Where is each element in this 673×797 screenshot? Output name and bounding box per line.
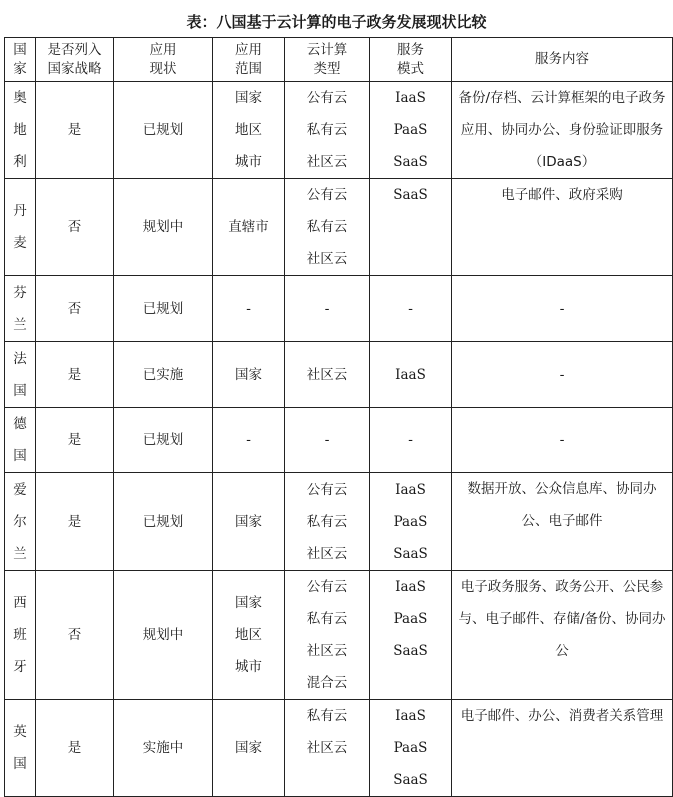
service-content-cell <box>452 408 673 473</box>
service-content-text: 数据开放、公众信息库、协同办公、电子邮件 <box>467 481 657 529</box>
strategy-cell: 是 <box>36 82 114 179</box>
service-content-text: 电子邮件、政府采购 <box>501 187 623 203</box>
status-cell: 实施中 <box>114 700 213 797</box>
status-cell: 已实施 <box>114 342 213 408</box>
status-cell: 规划中 <box>114 179 213 276</box>
service-content-cell <box>452 179 673 276</box>
strategy-cell: 是 <box>36 342 114 408</box>
strategy-cell: 否 <box>36 276 114 342</box>
header-service-model: 服务 模式 <box>370 38 452 82</box>
service-model-cell: IaaS PaaS SaaS <box>370 473 452 571</box>
service-content-text: - <box>559 432 565 448</box>
cloud-type-cell: - <box>285 276 370 342</box>
scope-cell: 国家 地区 城市 <box>213 82 285 179</box>
cloud-type-cell: 社区云 <box>285 342 370 408</box>
country-cell: 西 班 牙 <box>5 571 36 700</box>
cloud-type-cell: - <box>285 408 370 473</box>
cloud-type-cell: 私有云 社区云 <box>285 700 370 797</box>
status-cell: 规划中 <box>114 571 213 700</box>
country-cell: 芬 兰 <box>5 276 36 342</box>
table-row <box>5 82 673 179</box>
country-cell: 法 国 <box>5 342 36 408</box>
scope-cell: 国家 <box>213 473 285 571</box>
strategy-cell: 否 <box>36 179 114 276</box>
header-strategy: 是否列入 国家战略 <box>36 38 114 82</box>
service-content-cell <box>452 473 673 571</box>
service-model-cell: - <box>370 276 452 342</box>
header-cloud-type: 云计算 类型 <box>285 38 370 82</box>
service-model-cell: IaaS PaaS SaaS <box>370 82 452 179</box>
table-row <box>5 342 673 408</box>
service-model-cell: IaaS <box>370 342 452 408</box>
header-status: 应用 现状 <box>114 38 213 82</box>
country-cell: 英 国 <box>5 700 36 797</box>
scope-cell: 国家 <box>213 342 285 408</box>
service-content-cell <box>452 700 673 797</box>
country-cell: 德 国 <box>5 408 36 473</box>
service-model-cell: - <box>370 408 452 473</box>
header-country: 国 家 <box>5 38 36 82</box>
header-service-content: 服务内容 <box>452 38 673 82</box>
header-scope: 应用 范围 <box>213 38 285 82</box>
service-content-text: - <box>559 366 565 383</box>
service-model-cell: SaaS <box>370 179 452 276</box>
table-row <box>5 408 673 473</box>
service-content-cell <box>452 571 673 700</box>
table-row <box>5 276 673 342</box>
country-cell: 丹 麦 <box>5 179 36 276</box>
status-cell: 已规划 <box>114 82 213 179</box>
service-content-text: - <box>559 300 565 317</box>
strategy-cell: 否 <box>36 571 114 700</box>
service-content-text: 电子政务服务、政务公开、公民参与、电子邮件、存储/备份、协同办公 <box>458 579 666 659</box>
scope-cell: 国家 <box>213 700 285 797</box>
service-content-cell <box>452 276 673 342</box>
table-row <box>5 571 673 700</box>
service-content-cell <box>452 82 673 179</box>
service-content-cell <box>452 342 673 408</box>
scope-cell: - <box>213 276 285 342</box>
strategy-cell: 是 <box>36 408 114 473</box>
scope-cell: 国家 地区 城市 <box>213 571 285 700</box>
table-row <box>5 473 673 571</box>
comparison-table <box>4 37 673 797</box>
header-row <box>5 38 673 82</box>
cloud-type-cell: 公有云 私有云 社区云 <box>285 473 370 571</box>
status-cell: 已规划 <box>114 408 213 473</box>
cloud-type-cell: 公有云 私有云 社区云 <box>285 82 370 179</box>
service-content-text: 备份/存档、云计算框架的电子政务应用、协同办公、身份验证即服务（IDaaS） <box>458 90 666 170</box>
strategy-cell: 是 <box>36 700 114 797</box>
scope-cell: - <box>213 408 285 473</box>
table-row <box>5 700 673 797</box>
cloud-type-cell: 公有云 私有云 社区云 <box>285 179 370 276</box>
service-model-cell: IaaS PaaS SaaS <box>370 700 452 797</box>
country-cell: 爱 尔 兰 <box>5 473 36 571</box>
table-title: 表：八国基于云计算的电子政务发展现状比较 <box>186 13 487 31</box>
table-row <box>5 179 673 276</box>
status-cell: 已规划 <box>114 276 213 342</box>
service-model-cell: IaaS PaaS SaaS <box>370 571 452 700</box>
scope-cell: 直辖市 <box>213 179 285 276</box>
service-content-text: 电子邮件、办公、消费者关系管理 <box>460 708 664 724</box>
country-cell: 奥 地 利 <box>5 82 36 179</box>
strategy-cell: 是 <box>36 473 114 571</box>
cloud-type-cell: 公有云 私有云 社区云 混合云 <box>285 571 370 700</box>
status-cell: 已规划 <box>114 473 213 571</box>
